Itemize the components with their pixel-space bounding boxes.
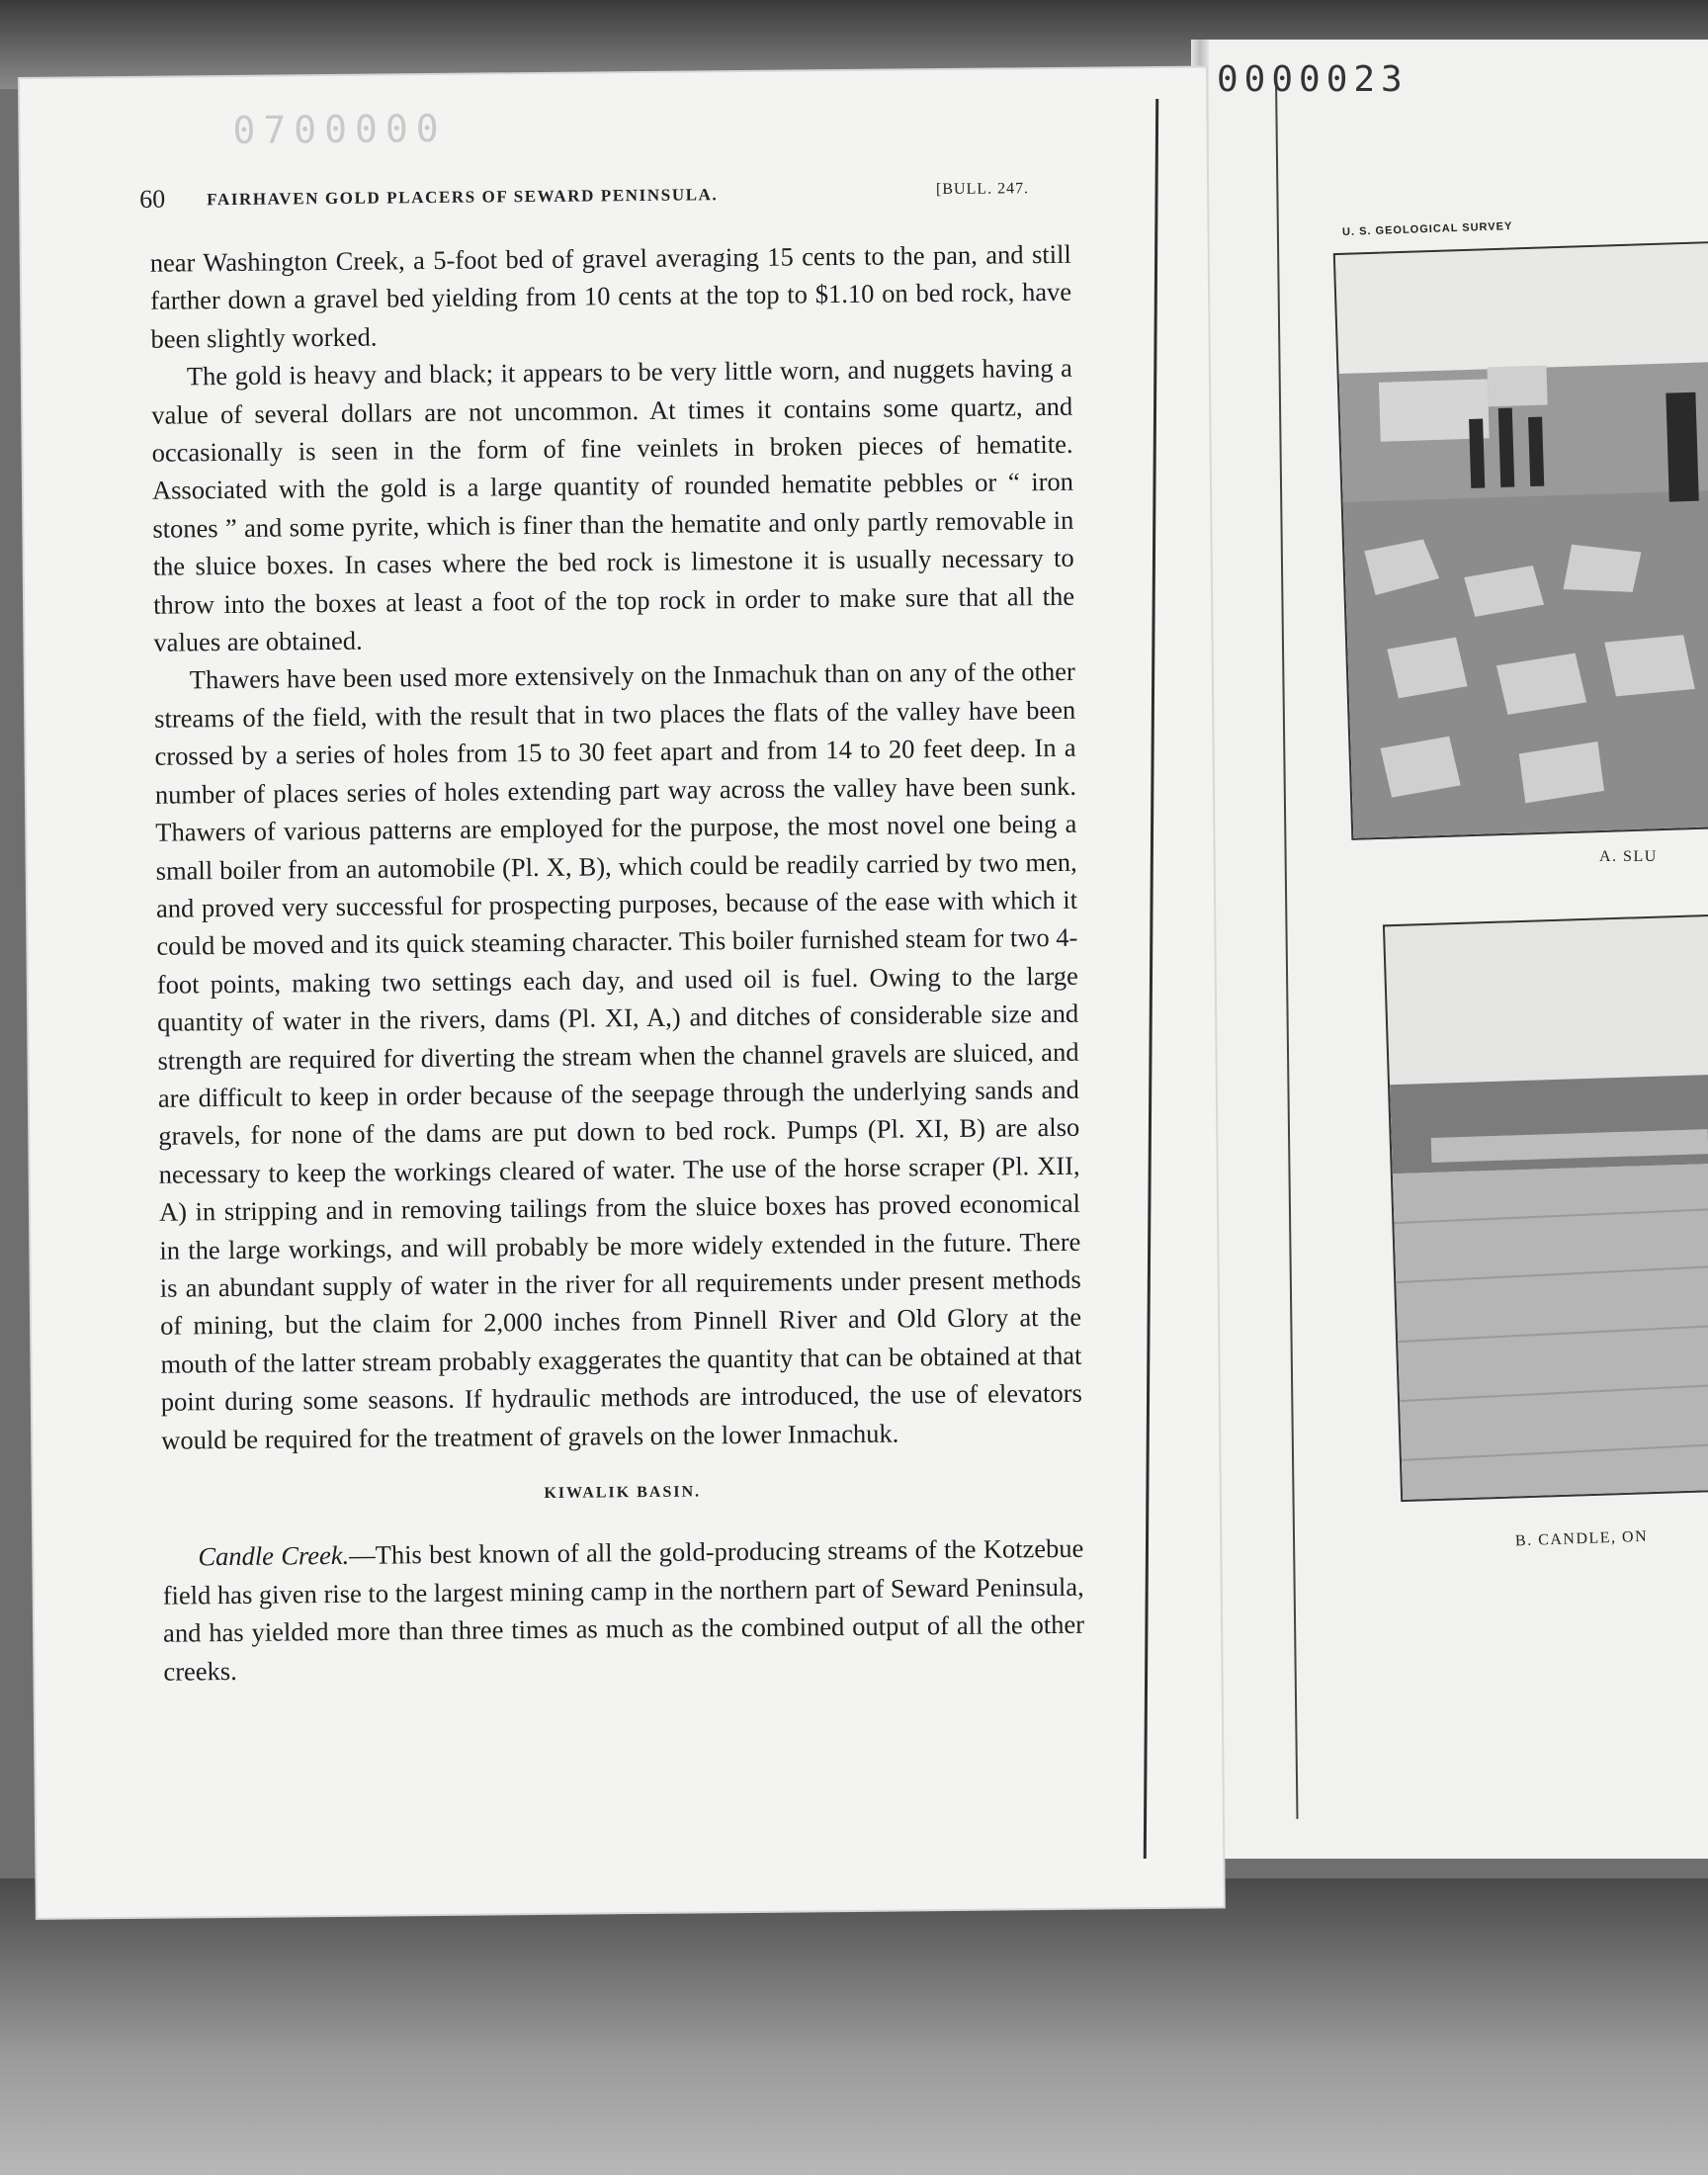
paragraph-lead: Candle Creek.: [198, 1540, 350, 1572]
plate-caption-b: B. CANDLE, ON: [1514, 1527, 1649, 1550]
plate-photo-a: [1333, 241, 1708, 840]
paragraph: Thawers have been used more extensively on the Inmachuk than on any of the other streams of the field, with the result that in two places the flats of the valley have been crossed by a series of holes from 15 to 30 feet apart and from 14 to 20 feet deep. In a number of places series of holes extending part way across the valley have been sunk. Thawers of various patterns are employed for the purpose, the most novel one being a small boiler from an automobile (Pl. X, B), which could be readily carried by two men, and proved very successful for prospecting purposes, because of the ease with which it could be moved and its quick steaming character. This boiler furnished steam for two 4-foot points, making two settings each day, and used oil is fuel. Owing to the large quantity of water in the rivers, dams (Pl. XI, A,) and ditches of considerable size and strength are required for diverting the stream when the channel gravels are sluiced, and are difficult to keep in order because of the seepage through the underlying sands and gravels, for none of the dams are put down to bed rock. Pumps (Pl. XI, B) are also necessary to keep the workings cleared of water. The use of the horse scraper (Pl. XII, A) in stripping and in removing tailings from the sluice boxes has proved economical in the large workings, and will probably be more widely extended in the future. There is an abundant supply of water in the river for all requirements under present methods of mining, but the claim for 2,000 inches from Pinnell River and Old Glory at the mouth of the latter stream probably exaggerates the quantity that can be obtained at that point during some seasons. If hydraulic methods are introduced, the use of elevators would be required for the treatment of gravels on the lower Inmachuk.: [154, 656, 1082, 1455]
left-page: [20, 67, 1224, 1917]
paragraph: The gold is heavy and black; it appears to be very little worn, and nuggets having a value of several dollars are not uncommon. At times it contains some quartz, and occasionally is seen in the form of fine veinlets in broken pieces of hematite. Associated with the gold is a large quantity of rounded hematite pebbles or “ iron stones ” and some pyrite, which is finer than the hematite and only partly removable in the sluice boxes. In cases where the bed rock is limestone it is usually necessary to throw into the boxes at least a foot of the top rock in order to make sure that all the values are obtained.: [151, 353, 1075, 657]
plate-photo-b: [1383, 914, 1708, 1502]
running-title: FAIRHAVEN GOLD PLACERS OF SEWARD PENINSULA.: [207, 185, 719, 210]
candle-photo-image: [1385, 916, 1708, 1500]
right-page: [1204, 40, 1708, 1859]
scanner-shadow-bottom: [0, 1878, 1708, 2175]
sluice-photo-image: [1335, 243, 1708, 838]
paragraph: [162, 1529, 1084, 1691]
page-header: [139, 176, 1029, 224]
survey-label: U. S. GEOLOGICAL SURVEY: [1341, 219, 1513, 239]
paragraph: near Washington Creek, a 5-foot bed of gravel averaging 15 cents to the pan, and still farther down a gravel bed yielding from 10 cents at the top to $1.10 on bed rock, have been slightly worked.: [149, 238, 1072, 354]
bulletin-reference: [BULL. 247.: [935, 180, 1030, 199]
plate-caption-a: A. SLU: [1599, 848, 1658, 865]
faint-page-stamp: 0700000: [232, 106, 447, 152]
document-id-stamp: 0000023: [1217, 59, 1409, 100]
paragraph-text: —This best known of all the gold-producing streams of the Kotzebue field has given rise to the largest mining camp in the northern part of Seward Peninsula, and has yielded more than three times as much as the combined output of all the other creeks.: [162, 1533, 1085, 1687]
section-heading: KIWALIK BASIN.: [544, 1483, 702, 1502]
page-number: 60: [139, 184, 166, 214]
page-fold-line: [1275, 79, 1299, 1819]
body-text: [150, 235, 1085, 1691]
